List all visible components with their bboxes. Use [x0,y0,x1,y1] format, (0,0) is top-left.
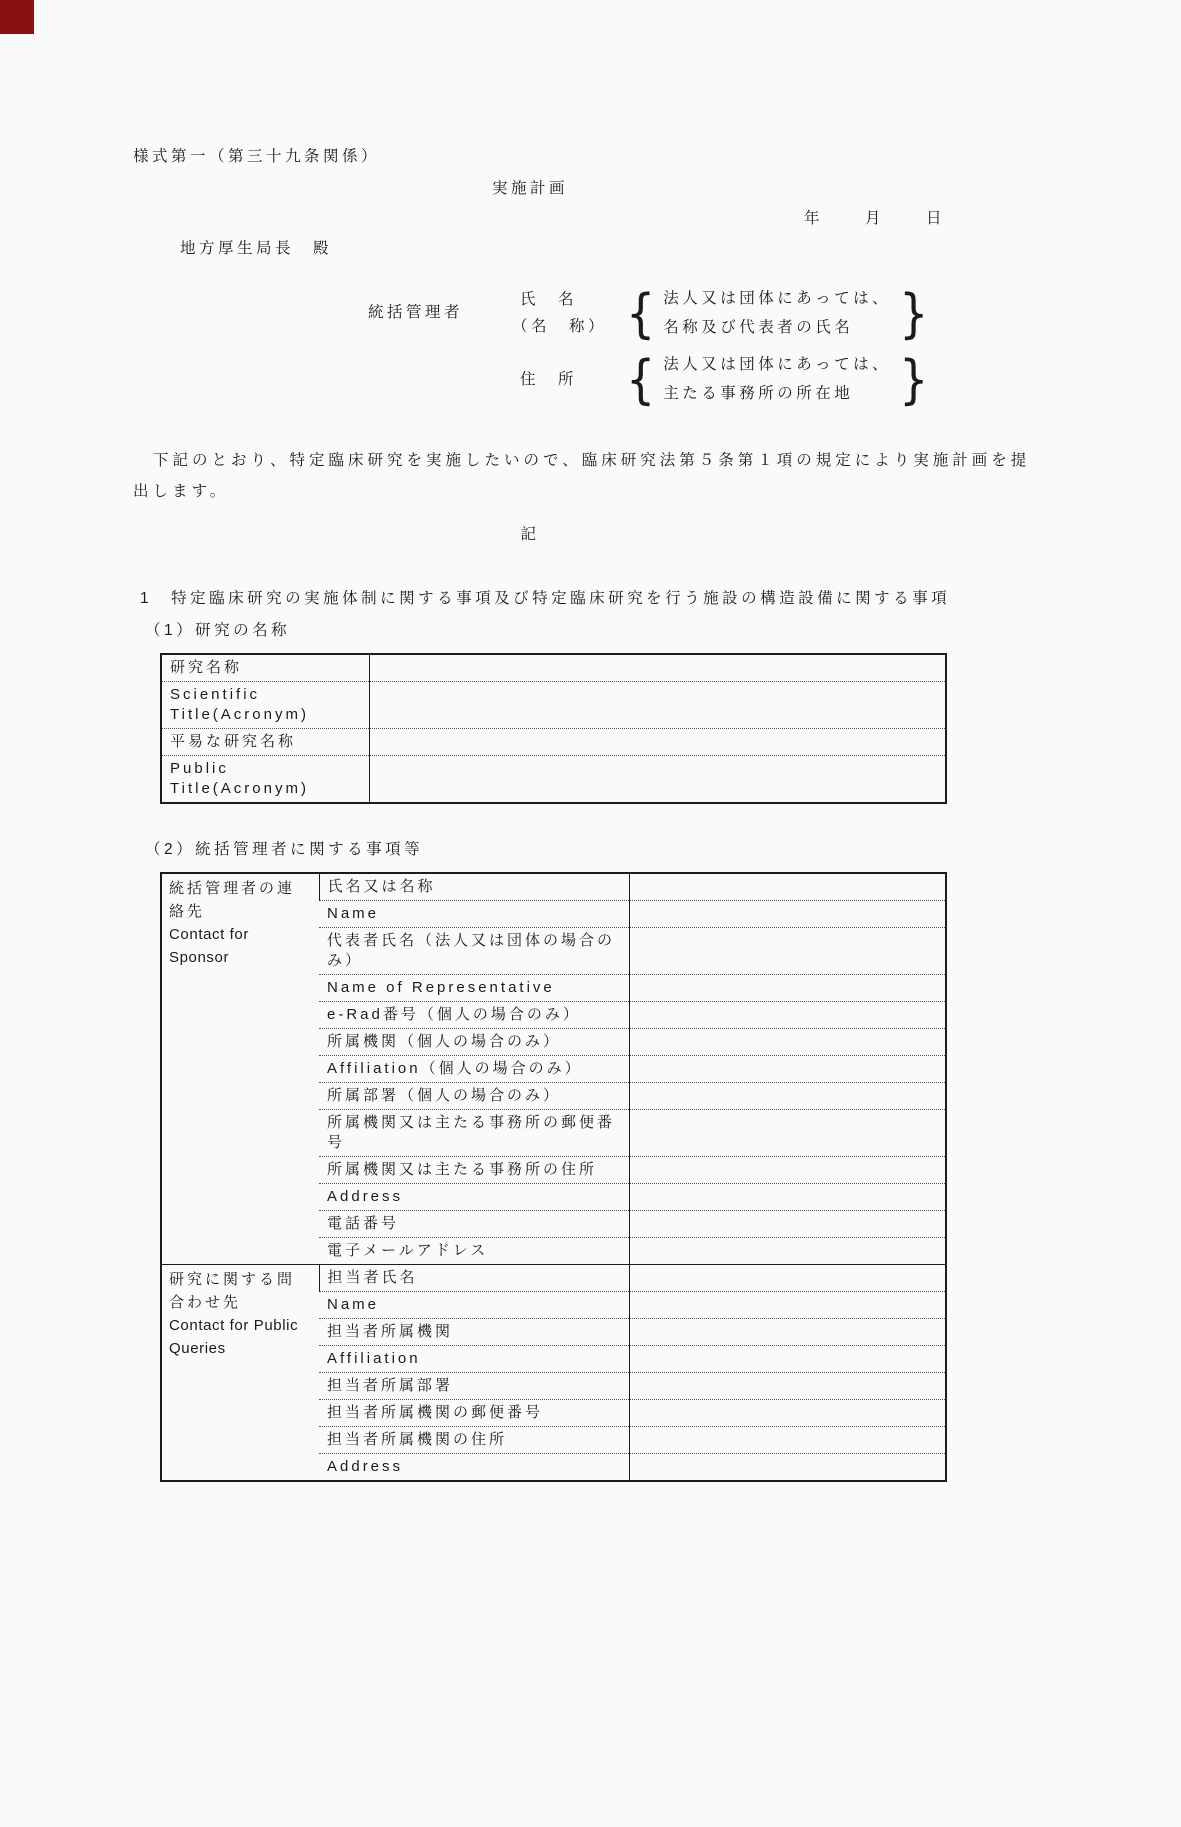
field-label: 所属機関又は主たる事務所の郵便番号 [319,1110,629,1157]
form-number: 様式第一（第三十九条関係） [133,148,381,165]
manager-name-alt-label: （名 称） [512,318,608,335]
field-value [629,1083,946,1110]
field-value [629,1346,946,1373]
field-value [369,682,946,729]
sub1-heading: （1）研究の名称 [145,622,291,639]
field-label: 担当者所属機関の住所 [319,1427,629,1454]
field-label: 担当者所属部署 [319,1373,629,1400]
field-value [629,1002,946,1029]
field-label: 電子メールアドレス [319,1238,629,1265]
group-label-en: Contact for Sponsor [169,926,249,966]
field-value [629,1056,946,1083]
date-month-label: 月 [864,210,884,227]
group-label-cell [161,1265,319,1482]
field-value [629,901,946,928]
sub2-heading: （2）統括管理者に関する事項等 [145,841,424,858]
field-label: Name of Representative [319,975,629,1002]
field-value [629,975,946,1002]
field-value [369,756,946,804]
manager-address-note-line-2: 主たる事務所の所在地 [663,385,854,402]
field-value [629,1400,946,1427]
field-label: 氏名又は名称 [319,873,629,901]
group-label-ja: 研究に関する問合わせ先 [169,1271,296,1311]
group-label-ja: 統括管理者の連絡先 [169,880,296,920]
field-value [629,1427,946,1454]
manager-address-note-line-1: 法人又は団体にあっては、 [663,356,892,373]
field-label: 所属機関（個人の場合のみ） [319,1029,629,1056]
field-value [629,1110,946,1157]
field-value [629,1157,946,1184]
date-year-label: 年 [803,210,823,227]
right-brace-icon: } [899,281,929,345]
group-label-cell [161,873,319,1265]
field-label: Address [319,1184,629,1211]
field-label: 担当者氏名 [319,1265,629,1292]
manager-name-note-line-1: 法人又は団体にあっては、 [663,290,892,307]
field-label: 電話番号 [319,1211,629,1238]
manager-address-note [626,347,929,411]
research-title-table [160,653,947,804]
field-label: 代表者氏名（法人又は団体の場合のみ） [319,928,629,975]
field-value [369,729,946,756]
field-value [629,1184,946,1211]
manager-name-row [368,283,1045,343]
intro-paragraph: 下記のとおり、特定臨床研究を実施したいので、臨床研究法第５条第１項の規定により実施計画を提出します。 [133,452,1031,500]
manager-name-note [626,281,929,345]
field-value [629,1238,946,1265]
field-label: 担当者所属機関の郵便番号 [319,1400,629,1427]
left-brace-icon: { [626,347,656,411]
field-value [629,928,946,975]
field-label: 平易な研究名称 [161,729,369,756]
ki-marker: 記 [520,526,540,543]
field-label: 担当者所属機関 [319,1319,629,1346]
table-row [161,682,946,729]
manager-address-row [368,349,1045,409]
sponsor-table [160,872,947,1482]
corner-marker [0,0,34,34]
field-label: 所属部署（個人の場合のみ） [319,1083,629,1110]
field-label: 所属機関又は主たる事務所の住所 [319,1157,629,1184]
field-value [629,1211,946,1238]
field-label: Scientific Title(Acronym) [161,682,369,729]
right-brace-icon: } [899,347,929,411]
field-value [369,654,946,682]
manager-address-label: 住 所 [520,370,578,388]
date-line [133,207,1045,231]
field-value [629,1265,946,1292]
section1-heading: 1 特定臨床研究の実施体制に関する事項及び特定臨床研究を行う施設の構造設備に関する事項 [140,590,951,607]
field-label: Address [319,1454,629,1482]
table-row [161,654,946,682]
table-row [161,756,946,804]
manager-name-field [512,286,612,340]
field-label: Public Title(Acronym) [161,756,369,804]
group-label-en: Contact for Public Queries [169,1317,299,1357]
field-value [629,1029,946,1056]
field-value [629,1373,946,1400]
manager-address-field [512,366,612,393]
addressee: 地方厚生局長 殿 [180,240,333,257]
manager-block [368,283,1045,409]
field-label: Affiliation（個人の場合のみ） [319,1056,629,1083]
table-row [161,729,946,756]
date-day-label: 日 [925,210,945,227]
field-value [629,1454,946,1482]
field-label: Name [319,1292,629,1319]
left-brace-icon: { [626,281,656,345]
table-row [161,1265,946,1292]
document-title: 実施計画 [491,180,568,197]
field-value [629,873,946,901]
field-label: 研究名称 [170,659,243,676]
table-row [161,873,946,901]
field-value [629,1292,946,1319]
manager-name-label: 氏 名 [520,291,578,308]
manager-name-note-line-2: 名称及び代表者の氏名 [663,319,854,336]
field-label: Name [319,901,629,928]
field-label: e-Rad番号（個人の場合のみ） [319,1002,629,1029]
field-label: Affiliation [319,1346,629,1373]
manager-label: 統括管理者 [368,304,464,321]
field-value [629,1319,946,1346]
